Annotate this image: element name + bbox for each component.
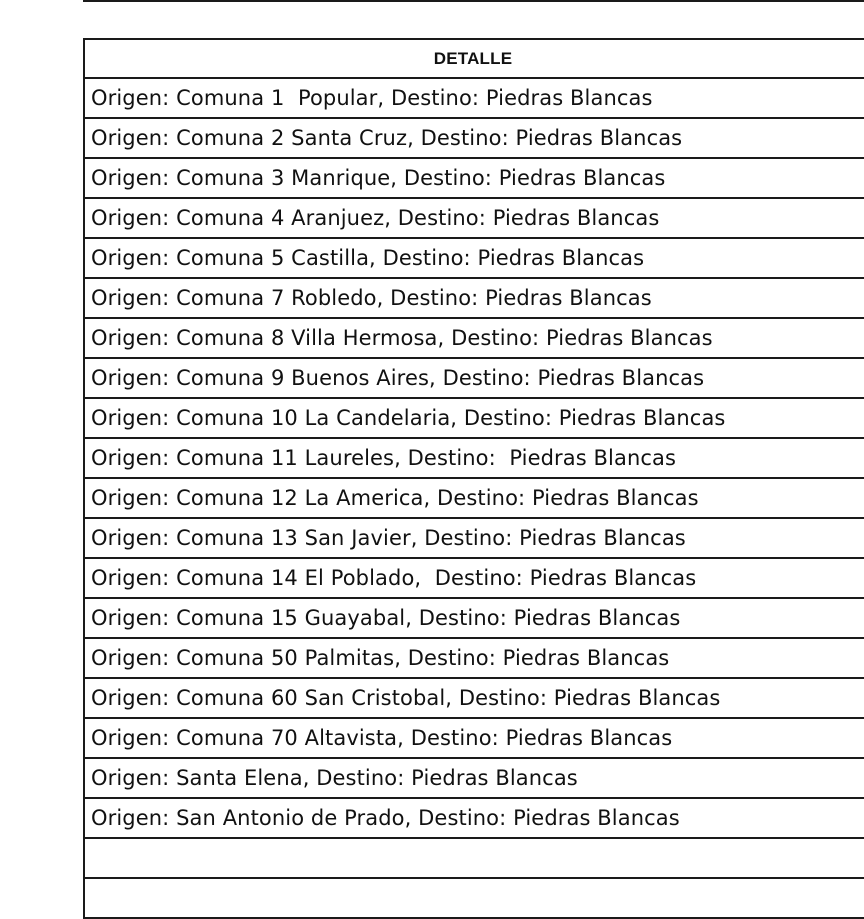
table-row[interactable] — [85, 279, 864, 319]
table-row[interactable] — [85, 119, 864, 159]
table-cell-text: Origen: Comuna 4 Aranjuez, Destino: Piedras Blancas — [91, 206, 660, 230]
table-cell-text: Origen: Comuna 50 Palmitas, Destino: Piedras Blancas — [91, 646, 670, 670]
table-cell-text: Origen: Comuna 13 San Javier, Destino: Piedras Blancas — [91, 526, 686, 550]
table-row[interactable] — [85, 239, 864, 279]
table-cell-text: Origen: San Antonio de Prado, Destino: Piedras Blancas — [91, 806, 680, 830]
table-cell-text: Origen: Comuna 2 Santa Cruz, Destino: Piedras Blancas — [91, 126, 683, 150]
table-row[interactable] — [85, 559, 864, 599]
table-row[interactable] — [85, 479, 864, 519]
table-row-empty[interactable] — [85, 839, 864, 879]
table-cell-text: Origen: Comuna 14 El Poblado, Destino: Piedras Blancas — [91, 566, 697, 590]
table-cell-text: Origen: Comuna 10 La Candelaria, Destino: Piedras Blancas — [91, 406, 726, 430]
table-row[interactable] — [85, 799, 864, 839]
table-cell-text: Origen: Comuna 15 Guayabal, Destino: Piedras Blancas — [91, 606, 681, 630]
table-cell-text: Origen: Comuna 70 Altavista, Destino: Piedras Blancas — [91, 726, 673, 750]
table-row[interactable] — [85, 599, 864, 639]
table-row[interactable] — [85, 199, 864, 239]
table-cell-text: Origen: Comuna 3 Manrique, Destino: Piedras Blancas — [91, 166, 666, 190]
table-cell-text: Origen: Comuna 60 San Cristobal, Destino: Piedras Blancas — [91, 686, 721, 710]
table-cell-text: Origen: Comuna 9 Buenos Aires, Destino: Piedras Blancas — [91, 366, 705, 390]
table-row[interactable] — [85, 639, 864, 679]
table-row[interactable] — [85, 399, 864, 439]
table-row[interactable] — [85, 679, 864, 719]
table-cell-text: Origen: Comuna 11 Laureles, Destino: Piedras Blancas — [91, 446, 677, 470]
table-row[interactable] — [85, 359, 864, 399]
table-cell-text: Origen: Comuna 5 Castilla, Destino: Piedras Blancas — [91, 246, 645, 270]
table-cell-text: Origen: Comuna 12 La America, Destino: Piedras Blancas — [91, 486, 699, 510]
table-row[interactable] — [85, 319, 864, 359]
table-row-empty[interactable] — [85, 879, 864, 919]
table-cell-text: Origen: Comuna 8 Villa Hermosa, Destino: Piedras Blancas — [91, 326, 713, 350]
table-cell-text: Origen: Santa Elena, Destino: Piedras Blancas — [91, 766, 578, 790]
table-header-cell[interactable] — [85, 38, 864, 79]
table-row[interactable] — [85, 439, 864, 479]
top-border-line — [83, 0, 864, 2]
table-row[interactable] — [85, 759, 864, 799]
table-header-label: DETALLE — [433, 48, 513, 68]
table-cell-text: Origen: Comuna 7 Robledo, Destino: Piedras Blancas — [91, 286, 652, 310]
detalle-table — [83, 38, 864, 919]
table-row[interactable] — [85, 159, 864, 199]
table-cell-text: Origen: Comuna 1 Popular, Destino: Piedras Blancas — [91, 86, 653, 110]
table-row[interactable] — [85, 519, 864, 559]
table-row[interactable] — [85, 79, 864, 119]
table-row[interactable] — [85, 719, 864, 759]
